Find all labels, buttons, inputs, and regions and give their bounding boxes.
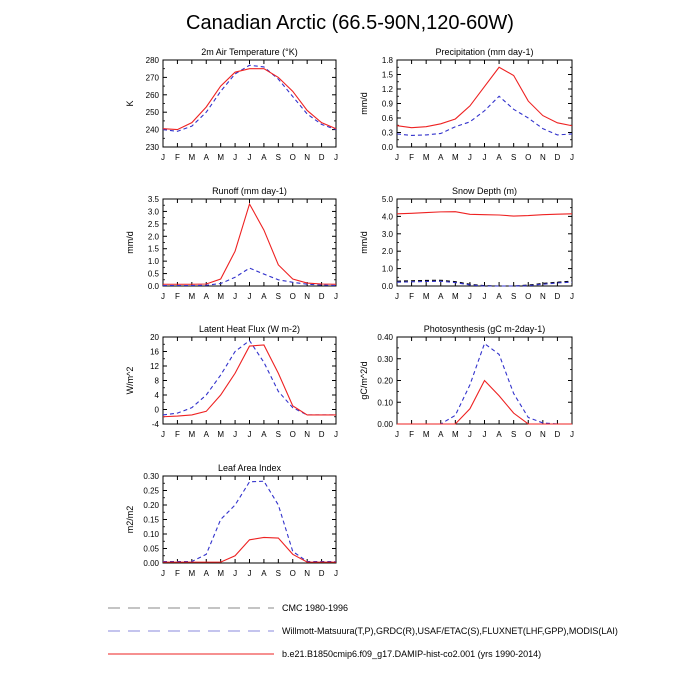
legend-entry	[108, 603, 348, 613]
y-axis-label: mm/d	[359, 231, 369, 254]
series-line	[163, 481, 336, 561]
x-tick-label: N	[304, 153, 311, 162]
x-tick-label: J	[467, 430, 472, 439]
x-tick-label: A	[261, 153, 267, 162]
plot-frame	[397, 60, 572, 147]
x-tick-label: M	[217, 569, 225, 578]
y-tick-label: 8	[154, 376, 159, 386]
y-tick-label: 4.0	[381, 212, 393, 222]
y-tick-label: 0.0	[381, 143, 393, 152]
y-tick-label: 20	[150, 333, 159, 342]
x-tick-label: M	[422, 292, 430, 301]
x-tick-label: J	[161, 569, 165, 578]
y-tick-label: 0.25	[143, 486, 159, 496]
series-line	[163, 537, 336, 562]
x-tick-label: J	[233, 153, 238, 162]
x-tick-label: M	[451, 153, 459, 162]
x-tick-label: O	[289, 430, 296, 439]
y-tick-label: 1.0	[381, 264, 393, 274]
y-tick-label: 0.10	[377, 398, 393, 408]
y-tick-label: 0.20	[377, 376, 393, 386]
x-tick-label: J	[334, 569, 338, 578]
x-tick-label: S	[275, 569, 282, 578]
x-tick-label: F	[409, 153, 415, 162]
x-tick-label: S	[510, 292, 517, 301]
x-tick-label: M	[451, 430, 459, 439]
panel-title: 2m Air Temperature (°K)	[201, 47, 298, 57]
x-tick-label: S	[275, 430, 282, 439]
x-tick-label: M	[188, 292, 196, 301]
y-tick-label: 0.0	[381, 282, 393, 291]
x-tick-label: J	[395, 292, 399, 301]
series-line	[397, 212, 572, 216]
x-tick-label: M	[188, 430, 196, 439]
x-tick-label: A	[203, 430, 209, 439]
x-tick-label: J	[482, 292, 487, 301]
x-tick-label: J	[247, 292, 252, 301]
y-tick-label: 0	[154, 405, 159, 415]
x-tick-label: F	[174, 430, 180, 439]
x-tick-label: M	[188, 153, 196, 162]
y-tick-label: 0.6	[381, 114, 393, 123]
chart-panel	[359, 324, 574, 439]
x-tick-label: M	[422, 153, 430, 162]
y-tick-label: 1.5	[147, 244, 159, 254]
x-tick-label: A	[496, 292, 502, 301]
y-tick-label: 0.3	[381, 128, 393, 138]
x-tick-label: D	[318, 430, 325, 439]
series-line	[163, 65, 336, 131]
y-tick-label: 4	[154, 391, 159, 400]
plot-frame	[163, 60, 336, 147]
y-tick-label: 0.05	[143, 544, 159, 554]
series-line	[397, 344, 572, 424]
x-tick-label: J	[482, 153, 487, 162]
y-axis-label: K	[125, 100, 135, 107]
x-tick-label: N	[539, 153, 546, 162]
x-tick-label: D	[318, 153, 325, 162]
x-tick-label: A	[261, 292, 267, 301]
y-tick-label: 0.5	[147, 269, 159, 279]
y-tick-label: 270	[145, 73, 159, 83]
x-tick-label: D	[554, 153, 561, 162]
plot-frame	[397, 199, 572, 286]
plot-frame	[163, 337, 336, 424]
y-tick-label: 16	[150, 347, 159, 357]
x-tick-label: J	[570, 153, 574, 162]
x-tick-label: O	[525, 153, 532, 162]
x-tick-label: A	[203, 569, 209, 578]
y-tick-label: 0.0	[147, 282, 159, 291]
y-tick-label: 0.00	[377, 420, 393, 429]
x-tick-label: J	[233, 292, 238, 301]
x-tick-label: O	[289, 153, 296, 162]
series-line	[163, 341, 336, 415]
x-tick-label: A	[261, 430, 267, 439]
x-tick-label: J	[395, 430, 399, 439]
chart-panel	[359, 47, 574, 162]
x-tick-label: J	[233, 430, 238, 439]
x-tick-label: M	[451, 292, 459, 301]
chart-panel	[359, 186, 574, 301]
x-tick-label: A	[203, 153, 209, 162]
x-tick-label: F	[409, 430, 415, 439]
x-tick-label: J	[334, 292, 338, 301]
x-tick-label: J	[395, 153, 399, 162]
y-tick-label: 3.0	[147, 207, 159, 217]
x-tick-label: M	[217, 292, 225, 301]
y-tick-label: 3.0	[381, 229, 393, 239]
x-tick-label: A	[496, 430, 502, 439]
chart-panel	[125, 324, 338, 439]
x-tick-label: D	[318, 292, 325, 301]
y-tick-label: 12	[150, 362, 159, 371]
y-tick-label: 0.9	[381, 99, 393, 109]
y-tick-label: 3.5	[147, 195, 159, 204]
panel-title: Runoff (mm day-1)	[212, 186, 287, 196]
legend-label: b.e21.B1850cmip6.f09_g17.DAMIP-hist-co2.001 (yrs 1990-2014)	[282, 649, 542, 659]
y-tick-label: 0.30	[377, 354, 393, 364]
y-axis-label: W/m^2	[125, 366, 135, 395]
x-tick-label: S	[275, 153, 282, 162]
x-tick-label: J	[247, 569, 252, 578]
x-tick-label: S	[275, 292, 282, 301]
panel-title: Precipitation (mm day-1)	[435, 47, 534, 57]
y-tick-label: 2.0	[381, 247, 393, 257]
legend-entry	[108, 649, 541, 659]
y-tick-label: 0.40	[377, 333, 393, 342]
x-tick-label: J	[233, 569, 238, 578]
x-tick-label: D	[318, 569, 325, 578]
y-tick-label: 2.0	[147, 232, 159, 242]
legend-entry	[108, 626, 618, 636]
x-tick-label: A	[203, 292, 209, 301]
x-tick-label: J	[161, 430, 165, 439]
y-tick-label: 260	[145, 90, 159, 100]
chart-panel	[125, 47, 338, 162]
plot-frame	[163, 476, 336, 563]
x-tick-label: A	[438, 292, 444, 301]
x-tick-label: M	[422, 430, 430, 439]
y-axis-label: gC/m^2/d	[359, 361, 369, 400]
x-tick-label: O	[289, 292, 296, 301]
x-tick-label: F	[174, 569, 180, 578]
chart-panel	[125, 463, 338, 578]
x-tick-label: F	[174, 153, 180, 162]
y-tick-label: 0.00	[143, 559, 159, 568]
plot-frame	[163, 199, 336, 286]
y-tick-label: 240	[145, 125, 159, 135]
y-axis-label: mm/d	[359, 92, 369, 115]
x-tick-label: F	[174, 292, 180, 301]
y-tick-label: 230	[145, 143, 159, 152]
panel-title: Leaf Area Index	[217, 463, 282, 473]
x-tick-label: N	[304, 430, 311, 439]
x-tick-label: S	[510, 153, 517, 162]
y-tick-label: -4	[151, 420, 159, 429]
y-axis-label: mm/d	[125, 231, 135, 254]
x-tick-label: J	[247, 430, 252, 439]
x-tick-label: A	[496, 153, 502, 162]
y-tick-label: 1.8	[381, 56, 393, 65]
x-tick-label: J	[161, 153, 165, 162]
x-tick-label: A	[438, 153, 444, 162]
legend-label: Willmott-Matsuura(T,P),GRDC(R),USAF/ETAC(S),FLUXNET(LHF,GPP),MODIS(LAI)	[282, 626, 618, 636]
series-line	[163, 345, 336, 417]
y-axis-label: m2/m2	[125, 505, 135, 534]
x-tick-label: A	[261, 569, 267, 578]
y-tick-label: 2.5	[147, 219, 159, 229]
series-line	[397, 381, 572, 425]
y-tick-label: 250	[145, 108, 159, 118]
x-tick-label: J	[467, 153, 472, 162]
x-tick-label: D	[554, 430, 561, 439]
x-tick-label: D	[554, 292, 561, 301]
x-tick-label: J	[570, 430, 574, 439]
x-tick-label: N	[304, 292, 311, 301]
y-tick-label: 1.2	[381, 85, 393, 94]
x-tick-label: M	[217, 153, 225, 162]
series-line	[163, 69, 336, 130]
y-tick-label: 1.5	[381, 70, 393, 80]
x-tick-label: J	[161, 292, 165, 301]
x-tick-label: N	[304, 569, 311, 578]
y-tick-label: 280	[145, 56, 159, 65]
x-tick-label: A	[438, 430, 444, 439]
panel-title: Snow Depth (m)	[451, 186, 518, 196]
x-tick-label: S	[510, 430, 517, 439]
y-tick-label: 1.0	[147, 257, 159, 267]
x-tick-label: M	[188, 569, 196, 578]
figure-title: Canadian Arctic (66.5-90N,120-60W)	[186, 12, 514, 34]
x-tick-label: F	[409, 292, 415, 301]
x-tick-label: J	[570, 292, 574, 301]
y-tick-label: 0.30	[143, 472, 159, 481]
y-tick-label: 5.0	[381, 195, 393, 204]
panel-title: Latent Heat Flux (W m-2)	[198, 324, 301, 334]
x-tick-label: N	[539, 430, 546, 439]
x-tick-label: J	[482, 430, 487, 439]
x-tick-label: O	[289, 569, 296, 578]
x-tick-label: M	[217, 430, 225, 439]
x-tick-label: N	[539, 292, 546, 301]
panel-title: Photosynthesis (gC m-2day-1)	[423, 324, 546, 334]
series-line	[397, 96, 572, 135]
y-tick-label: 0.10	[143, 530, 159, 539]
series-line	[397, 67, 572, 127]
x-tick-label: J	[467, 292, 472, 301]
x-tick-label: O	[525, 292, 532, 301]
x-tick-label: J	[247, 153, 252, 162]
x-tick-label: J	[334, 430, 338, 439]
y-tick-label: 0.20	[143, 501, 159, 510]
series-line	[163, 204, 336, 284]
x-tick-label: O	[525, 430, 532, 439]
y-tick-label: 0.15	[143, 515, 159, 525]
chart-panel	[125, 186, 338, 301]
legend-label: CMC 1980-1996	[282, 603, 349, 613]
x-tick-label: J	[334, 153, 338, 162]
